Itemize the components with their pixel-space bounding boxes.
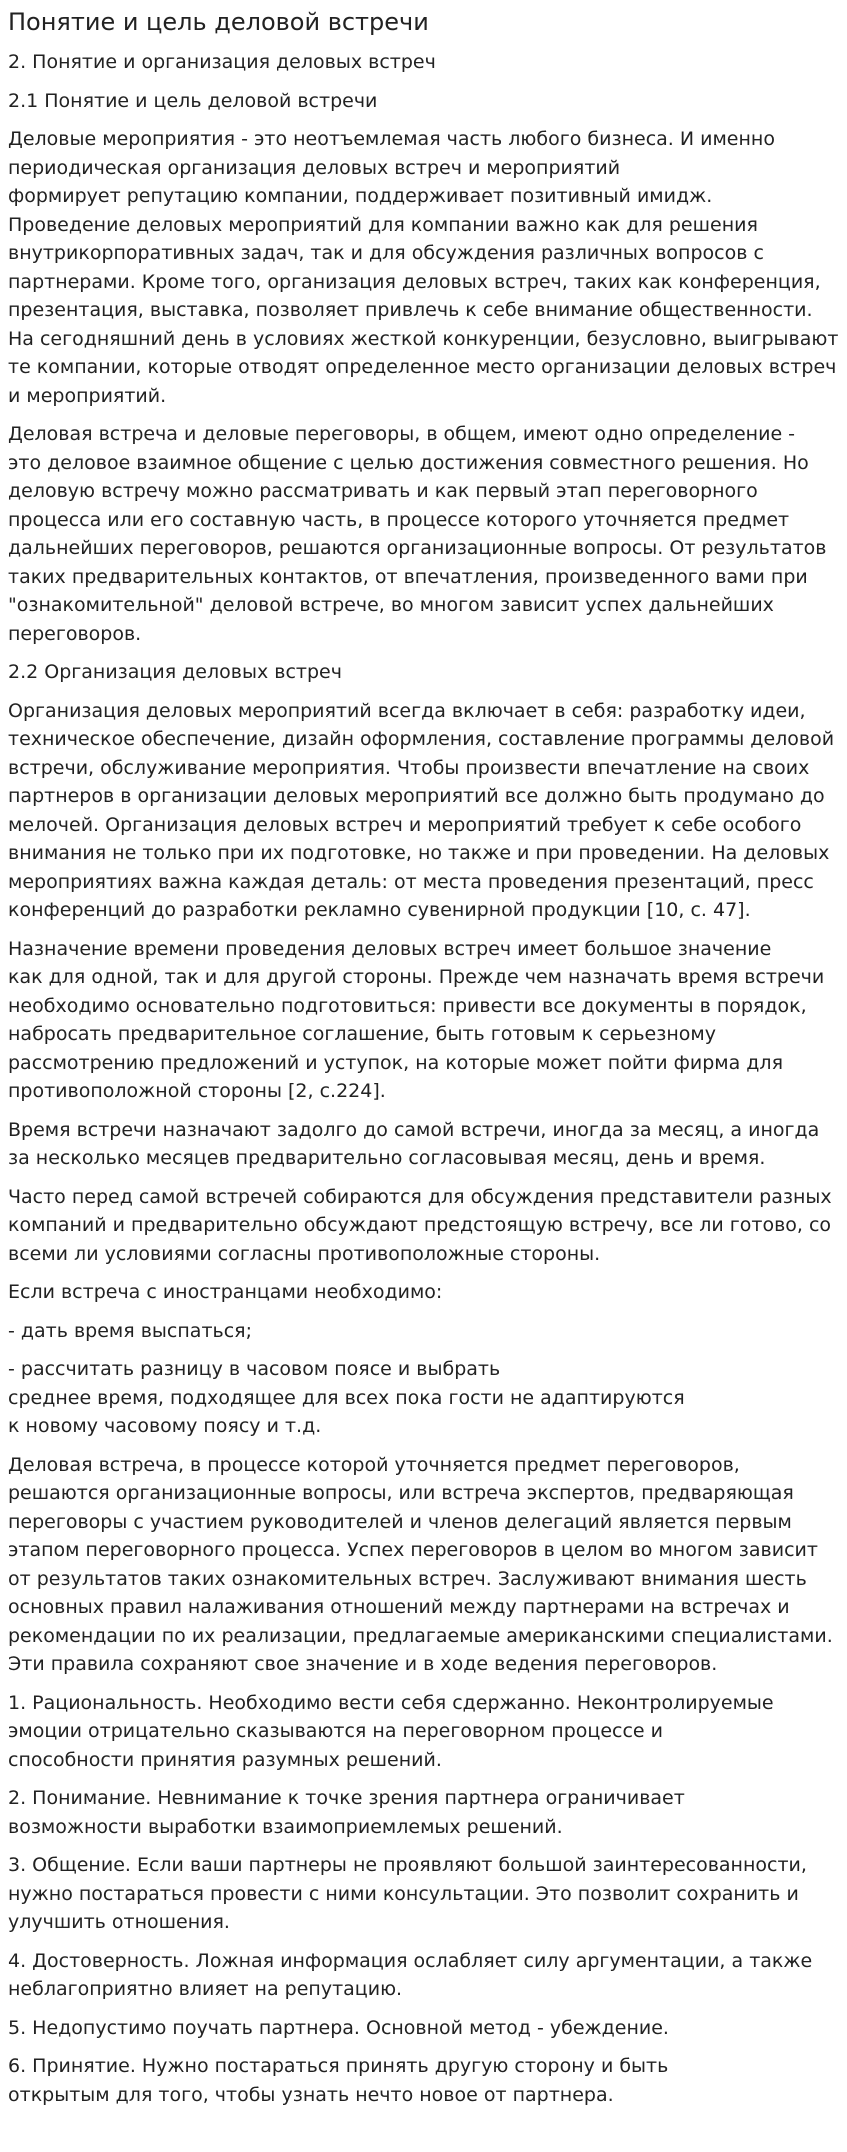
paragraph: Деловая встреча, в процессе которой уточняется предмет переговоров, решаются организационные вопросы, или встреча экспертов, предваряющая переговоры с участием руководителей и членов делегаций является первым этапом переговорного процесса. Успех переговоров в целом во многом зависит от результатов таких ознакомительных встреч. Заслуживают внимания шесть основных правил налаживания отношений между партнерами на встречах и рекомендации по их реализации, предлагаемые американскими специалистами. Эти правила сохраняют свое значение и в ходе ведения переговоров. bbox=[8, 1453, 833, 1675]
rule-item: 2. Понимание. Невнимание к точке зрения партнера ограничивает возможности выработки взаимоприемлемых решений. bbox=[8, 1787, 685, 1838]
list-item: - дать время выспаться; bbox=[8, 1319, 252, 1342]
rule-item: 1. Рациональность. Необходимо вести себя сдержанно. Неконтролируемые эмоции отрицательно сказываются на переговорном процессе и способности принятия разумных решений. bbox=[8, 1691, 774, 1771]
paragraph: Деловая встреча и деловые переговоры, в общем, имеют одно определение - это деловое взаимное общение с целью достижения совместного решения. Но деловую встречу можно рассматривать и как первый этап переговорного процесса или его составную часть, в процессе которого уточняется предмет дальнейших переговоров, решаются организационные вопросы. От результатов таких предварительных контактов, от впечатления, произведенного вами при "ознакомительной" деловой встрече, во многом зависит успех дальнейших переговоров. bbox=[8, 423, 827, 645]
subsection-heading: 2.1 Понятие и цель деловой встречи bbox=[8, 89, 378, 112]
paragraph: Время встречи назначают задолго до самой встречи, иногда за месяц, а иногда за несколько месяцев предварительно согласовывая месяц, день и время. bbox=[8, 1118, 820, 1169]
paragraph: Если встреча с иностранцами необходимо: bbox=[8, 1281, 443, 1303]
rule-item: 5. Недопустимо поучать партнера. Основной метод - убеждение. bbox=[8, 2016, 669, 2039]
section-heading: 2. Понятие и организация деловых встреч bbox=[8, 51, 436, 73]
paragraph: Организация деловых мероприятий всегда включает в себя: разработку идеи, техническое обеспечение, дизайн оформления, составление программы деловой встречи, обслуживание мероприятия. Чтобы произвести впечатление на своих партнеров в организации деловых мероприятий все должно быть продумано до мелочей. Организация деловых встреч и мероприятий требует к себе особого внимания не только при их подготовке, но также и при проведении. На деловых мероприятиях важна каждая деталь: от места проведения презентаций, пресс конференций до разработки рекламно сувенирной продукции [10, с. 47]. bbox=[8, 699, 835, 921]
document-title: Понятие и цель деловой встречи bbox=[8, 8, 429, 36]
rule-item: 3. Общение. Если ваши партнеры не проявляют большой заинтересованности, нужно постараться провести с ними консультации. Это позволит сохранить и улучшить отношения. bbox=[8, 1854, 807, 1933]
rule-item: 6. Принятие. Нужно постараться принять другую сторону и быть открытым для того, чтобы узнать нечто новое от партнера. bbox=[8, 2055, 669, 2106]
rule-item: 4. Достоверность. Ложная информация ослабляет силу аргументации, а также неблагоприятно влияет на репутацию. bbox=[8, 1949, 813, 2000]
paragraph: Назначение времени проведения деловых встреч имеет большое значение как для одной, так и для другой стороны. Прежде чем назначать время встречи необходимо основательно подготовиться: привести все документы в порядок, набросать предварительное соглашение, быть готовым к серьезному рассмотрению предложений и уступок, на которые может пойти фирма для противоположной стороны [2, с.224]. bbox=[8, 937, 825, 1102]
paragraph: Часто перед самой встречей собираются для обсуждения представители разных компаний и предварительно обсуждают предстоящую встречу, все ли готово, со всеми ли условиями согласны противоположные стороны. bbox=[8, 1185, 832, 1265]
paragraph: Деловые мероприятия - это неотъемлемая часть любого бизнеса. И именно периодическая организация деловых встреч и мероприятий формирует репутацию компании, поддерживает позитивный имидж. Проведение деловых мероприятий для компании важно как для решения внутрикорпоративных задач, так и для обсуждения различных вопросов с партнерами. Кроме того, организация деловых встреч, таких как конференция, презентация, выставка, позволяет привлечь к себе внимание общественности. На сегодняшний день в условиях жесткой конкуренции, безусловно, выигрывают те компании, которые отводят определенное место организации деловых встреч и мероприятий. bbox=[8, 128, 839, 407]
subsection-heading: 2.2 Организация деловых встреч bbox=[8, 661, 342, 683]
list-item: - рассчитать разницу в часовом поясе и выбрать среднее время, подходящее для всех пока гости не адаптируются к новому часовому поясу и т.д. bbox=[8, 1358, 685, 1437]
